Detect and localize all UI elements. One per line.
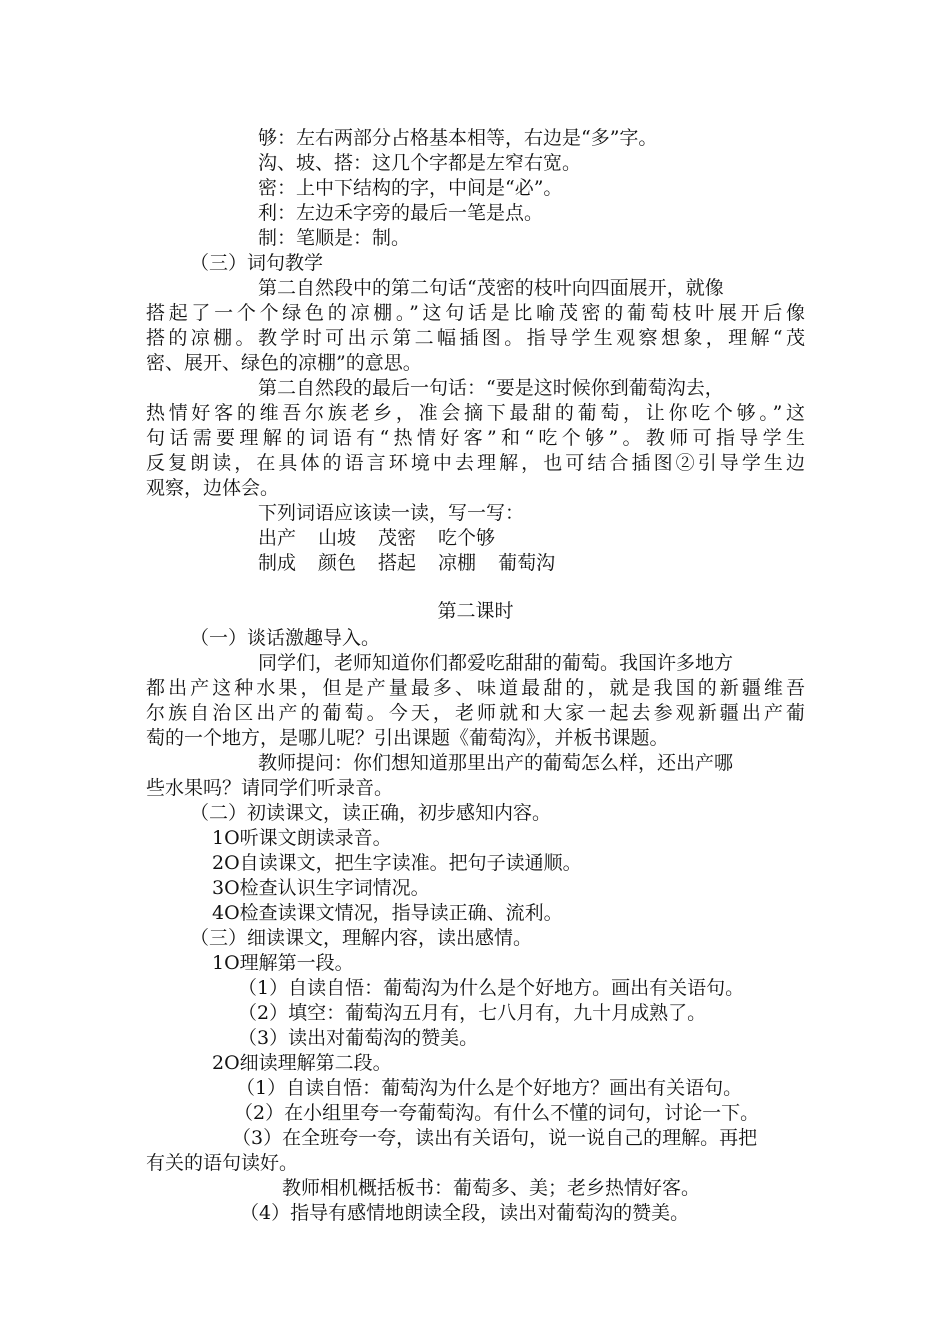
paragraph-line: 反复朗读，在具体的语言环境中去理解，也可结合插图②引导学生边 <box>146 452 805 474</box>
paragraph-line: 密、展开、绿色的凉棚”的意思。 <box>146 352 422 374</box>
word-row <box>258 526 495 551</box>
vocab-word: 山坡 <box>318 527 357 549</box>
vocab-word: 吃个够 <box>438 527 496 549</box>
sub-item: （3）读出对葡萄沟的赞美。 <box>238 1027 479 1049</box>
char-note: 利：左边禾字旁的最后一笔是点。 <box>258 202 544 224</box>
sub-item: （1）自读自悟：葡萄沟为什么是个好地方。画出有关语句。 <box>238 977 745 999</box>
paragraph-line: 搭起了一个个绿色的凉棚。”这句话是比喻茂密的葡萄枝叶展开后像 <box>146 302 805 324</box>
sub-item: （2）填空：葡萄沟五月有，七八月有，九十月成熟了。 <box>238 1002 707 1024</box>
word-row <box>258 551 555 576</box>
board-note: 教师相机概括板书：葡萄多、美；老乡热情好客。 <box>282 1177 701 1199</box>
paragraph-line: 第二自然段的最后一句话：“要是这时候你到葡萄沟去， <box>258 377 724 399</box>
paragraph-line: 尔族自治区出产的葡萄。今天，老师就和大家一起去参观新疆出产葡 <box>146 702 805 724</box>
sub-item: （2）在小组里夸一夸葡萄沟。有什么不懂的词句，讨论一下。 <box>234 1102 760 1124</box>
paragraph-line: 些水果吗？请同学们听录音。 <box>146 777 394 799</box>
sub-item: 有关的语句读好。 <box>146 1152 299 1174</box>
list-item: 2O细读理解第二段。 <box>212 1052 392 1074</box>
list-item: 2O自读课文，把生字读准。把句子读通顺。 <box>212 852 582 874</box>
sub-item: （4）指导有感情地朗读全段，读出对葡萄沟的赞美。 <box>240 1202 690 1224</box>
char-note: 够：左右两部分占格基本相等，右边是“多”字。 <box>258 127 658 149</box>
vocab-word: 制成 <box>258 552 297 574</box>
paragraph-line: 观察，边体会。 <box>146 477 280 499</box>
lesson-title: 第二课时 <box>437 600 514 622</box>
sub-item: （1）自读自悟：葡萄沟为什么是个好地方？画出有关语句。 <box>236 1077 743 1099</box>
paragraph-line: 都出产这种水果，但是产量最多、味道最甜的，就是我国的新疆维吾 <box>146 677 805 699</box>
sub-item: （3）在全班夸一夸，读出有关语句，说一说自己的理解。再把 <box>232 1127 758 1149</box>
vocab-word: 凉棚 <box>438 552 477 574</box>
vocab-word: 茂密 <box>378 527 417 549</box>
section-heading: （三）细读课文，理解内容，读出感情。 <box>190 927 533 949</box>
char-note: 沟、坡、搭：这几个字都是左窄右宽。 <box>258 152 582 174</box>
paragraph-line: 第二自然段中的第二句话“茂密的枝叶向四面展开，就像 <box>258 277 724 299</box>
vocab-word: 搭起 <box>378 552 417 574</box>
vocab-word: 葡萄沟 <box>498 552 556 574</box>
paragraph-line: 热情好客的维吾尔族老乡，准会摘下最甜的葡萄，让你吃个够。”这 <box>146 402 805 424</box>
paragraph-line: 搭的凉棚。教学时可出示第二幅插图。指导学生观察想象，理解“茂 <box>146 327 805 349</box>
paragraph-line: 同学们，老师知道你们都爱吃甜甜的葡萄。我国许多地方 <box>258 652 734 674</box>
section-heading: （二）初读课文，读正确，初步感知内容。 <box>190 802 552 824</box>
list-item: 1O听课文朗读录音。 <box>212 827 392 849</box>
paragraph-line: 萄的一个地方，是哪儿呢？引出课题《葡萄沟》，并板书课题。 <box>146 727 669 749</box>
section-heading: （一）谈话激趣导入。 <box>190 627 381 649</box>
vocab-word: 颜色 <box>318 552 357 574</box>
vocab-word: 出产 <box>258 527 297 549</box>
words-intro: 下列词语应该读一读，写一写： <box>258 502 525 524</box>
list-item: 3O检查认识生字词情况。 <box>212 877 430 899</box>
list-item: 1O理解第一段。 <box>212 952 354 974</box>
char-note: 密：上中下结构的字，中间是“必”。 <box>258 177 563 199</box>
char-note: 制：笔顺是：制。 <box>258 227 411 249</box>
paragraph-line: 教师提问：你们想知道那里出产的葡萄怎么样，还出产哪 <box>258 752 734 774</box>
list-item: 4O检查读课文情况，指导读正确、流利。 <box>212 902 563 924</box>
section-heading: （三）词句教学 <box>190 252 324 274</box>
paragraph-line: 句话需要理解的词语有“热情好客”和“吃个够”。教师可指导学生 <box>146 427 805 449</box>
